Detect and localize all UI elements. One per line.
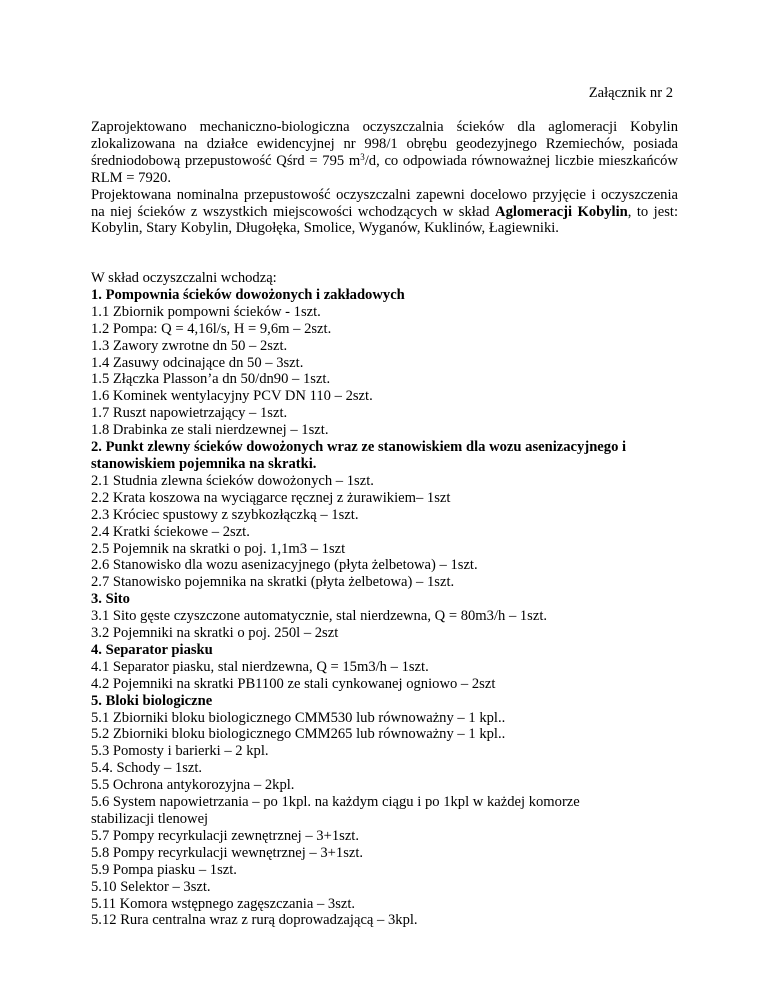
- list-item: 5.8 Pompy recyrkulacji wewnętrznej – 3+1szt.: [91, 844, 364, 861]
- list-item: 2.7 Stanowisko pojemnika na skratki (płyta żelbetowa) – 1szt.: [91, 574, 455, 591]
- list-item: 4.2 Pojemniki na skratki PB1100 ze stali cynkowanej ogniowo – 2szt: [91, 675, 496, 692]
- list-item: 2.5 Pojemnik na skratki o poj. 1,1m3 – 1szt: [91, 540, 346, 557]
- section-title: 5. Bloki biologiczne: [91, 692, 213, 709]
- list-item: 1.1 Zbiornik pompowni ścieków - 1szt.: [91, 303, 321, 320]
- list-item: 1.6 Kominek wentylacyjny PCV DN 110 – 2szt.: [91, 388, 373, 405]
- composition-list: [91, 270, 691, 929]
- list-item: 1.5 Złączka Plasson’a dn 50/dn90 – 1szt.: [91, 371, 331, 388]
- intro-paragraph-2: [91, 187, 678, 238]
- agglomeration-name: Aglomeracji Kobylin: [495, 203, 628, 220]
- intro-p1-text-end: /d, co odpowiada równoważnej liczbie mieszkańców RLM = 7920.: [91, 152, 678, 186]
- list-item: 5.11 Komora wstępnego zagęszczania – 3szt.: [91, 895, 356, 912]
- intro-p2-text-end: , to jest: Kobylin, Stary Kobylin, Długołęka, Smolice, Wyganów, Kuklinów, Łagiewniki.: [91, 203, 678, 237]
- intro-p1-text: Zaprojektowano mechaniczno-biologiczna oczyszczalnia ścieków dla aglomeracji Kobylin zlokalizowana na działce ewidencyjnej nr 998/1 obrębu geodezyjnego Rzemiechów, posiada średniodobową przepustowość Qśrd = 795 m: [91, 119, 678, 169]
- list-item: 5.7 Pompy recyrkulacji zewnętrznej – 3+1szt.: [91, 827, 359, 844]
- section-title: 4. Separator piasku: [91, 641, 213, 658]
- list-item: 5.10 Selektor – 3szt.: [91, 878, 211, 895]
- list-item: 1.3 Zawory zwrotne dn 50 – 2szt.: [91, 337, 288, 354]
- list-item: 5.1 Zbiorniki bloku biologicznego CMM530 lub równoważny – 1 kpl..: [91, 709, 506, 726]
- list-item: 1.8 Drabinka ze stali nierdzewnej – 1szt.: [91, 422, 329, 439]
- intro-text: [91, 119, 678, 237]
- list-item: 2.2 Krata koszowa na wyciągarce ręcznej z żurawikiem– 1szt: [91, 489, 451, 506]
- list-item: 3.2 Pojemniki na skratki o poj. 250l – 2szt: [91, 625, 339, 642]
- list-item: 5.12 Rura centralna wraz z rurą doprowadzającą – 3kpl.: [91, 912, 418, 929]
- section-title: 3. Sito: [91, 591, 130, 608]
- list-item: 2.6 Stanowisko dla wozu asenizacyjnego (płyta żelbetowa) – 1szt.: [91, 557, 478, 574]
- intro-paragraph-1: [91, 119, 678, 187]
- section-title: 2. Punkt zlewny ścieków dowożonych wraz ze stanowiskiem dla wozu asenizacyjnego i stanowiskiem pojemnika na skratki.: [91, 439, 627, 472]
- list-item: 4.1 Separator piasku, stal nierdzewna, Q = 15m3/h – 1szt.: [91, 658, 429, 675]
- attachment-number: Załącznik nr 2: [588, 85, 673, 101]
- list-item: 1.4 Zasuwy odcinające dn 50 – 3szt.: [91, 354, 304, 371]
- list-item: 2.1 Studnia zlewna ścieków dowożonych – 1szt.: [91, 472, 374, 489]
- list-item: 5.6 System napowietrzania – po 1kpl. na każdym ciągu i po 1kpl w każdej komorze stabilizacji tlenowej: [91, 794, 580, 827]
- list-item: 3.1 Sito gęste czyszczone automatycznie, stal nierdzewna, Q = 80m3/h – 1szt.: [91, 608, 548, 625]
- list-item: 2.3 Króciec spustowy z szybkozłączką – 1szt.: [91, 506, 359, 523]
- list-item: 5.9 Pompa piasku – 1szt.: [91, 861, 237, 878]
- intro-p2-text: Projektowana nominalna przepustowość oczyszczalni zapewni docelowo przyjęcie i oczyszczenia na niej ścieków z wszystkich miejscowości wchodzących w skład: [91, 186, 678, 220]
- list-item: 2.4 Kratki ściekowe – 2szt.: [91, 523, 250, 540]
- list-item: 1.7 Ruszt napowietrzający – 1szt.: [91, 405, 288, 422]
- list-item: 5.3 Pomosty i barierki – 2 kpl.: [91, 743, 269, 760]
- section-title: 1. Pompownia ścieków dowożonych i zakładowych: [91, 286, 405, 303]
- list-item: 5.4. Schody – 1szt.: [91, 760, 203, 777]
- list-item: 5.2 Zbiorniki bloku biologicznego CMM265 lub równoważny – 1 kpl..: [91, 726, 506, 743]
- superscript: 3: [360, 151, 365, 162]
- composition-header: W skład oczyszczalni wchodzą:: [91, 270, 277, 286]
- list-item: 1.2 Pompa: Q = 4,16l/s, H = 9,6m – 2szt.: [91, 320, 332, 337]
- list-item: 5.5 Ochrona antykorozyjna – 2kpl.: [91, 777, 295, 794]
